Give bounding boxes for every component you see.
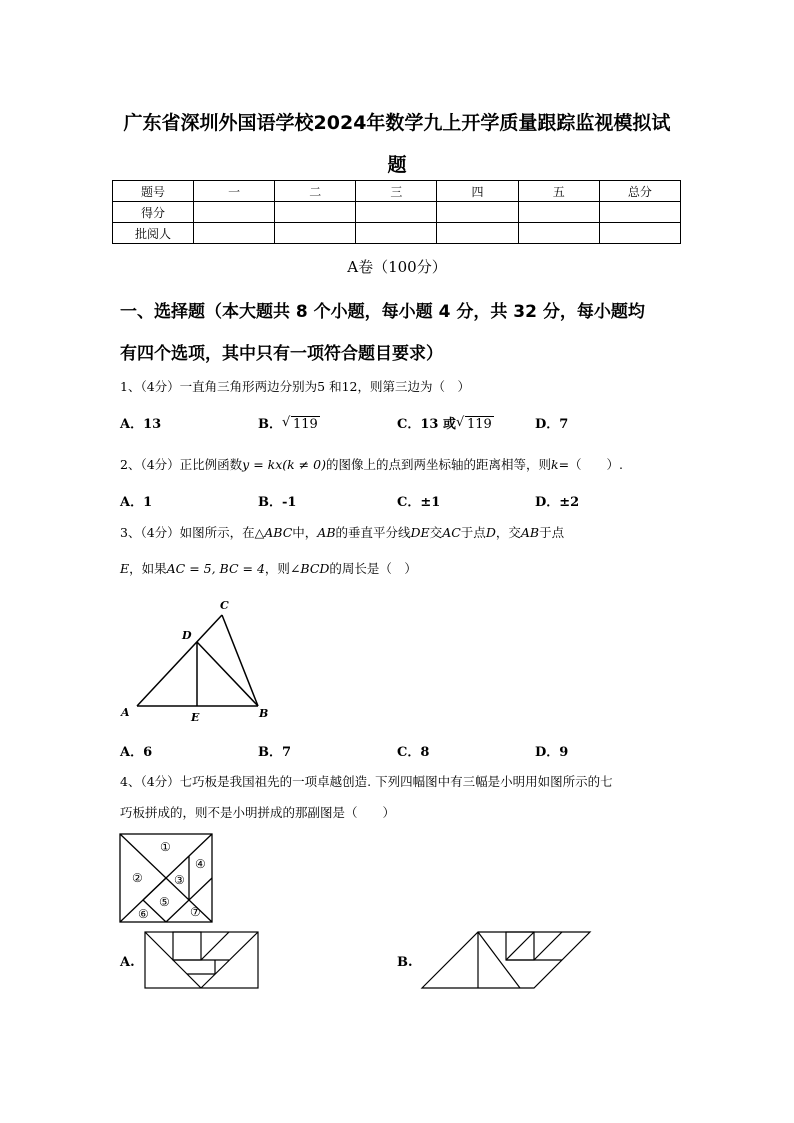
figure-edge	[534, 932, 562, 960]
piece-label: ③	[174, 873, 185, 887]
section-heading-line2: 有四个选项，其中只有一项符合题目要求）	[120, 344, 443, 364]
math-expression: AB	[520, 525, 540, 540]
grader-cell[interactable]	[518, 223, 599, 244]
q4-option-b[interactable]: B.	[397, 955, 413, 970]
table-row	[113, 223, 681, 244]
sqrt-radicand: 119	[466, 417, 492, 432]
grader-cell[interactable]	[194, 223, 275, 244]
q1-option-c[interactable]	[397, 413, 494, 432]
label-e: E	[191, 711, 200, 724]
question-4-stem-line1: 4、（4分）七巧板是我国祖先的一项卓越创造. 下列四幅图中有三幅是小明用如图所示的七	[120, 774, 613, 789]
q2-option-b[interactable]: B．-1	[258, 495, 297, 510]
figure-edge	[201, 932, 229, 960]
math-expression: AC = 5, BC = 4	[166, 561, 265, 576]
table-row	[113, 202, 681, 223]
score-cell[interactable]	[194, 202, 275, 223]
piece-label: ②	[132, 871, 143, 885]
side-bc	[222, 615, 258, 706]
score-cell[interactable]	[518, 202, 599, 223]
table-header-cell: 一	[194, 181, 275, 202]
math-expression: AB	[317, 525, 336, 540]
question-4-stem-line2: 巧板拼成的，则不是小明拼成的那副图是（ ）	[120, 805, 396, 820]
piece-label: ⑤	[159, 895, 170, 909]
q1-option-b[interactable]	[258, 413, 320, 432]
sqrt-expression	[456, 417, 494, 432]
stem-text: 的图像上的点到两坐标轴的距离相等，则	[325, 457, 551, 472]
grader-cell[interactable]	[275, 223, 356, 244]
option-label: D．	[535, 417, 560, 432]
stem-text: 2、（4分）正比例函数	[120, 457, 243, 472]
sqrt-radicand: 119	[293, 417, 318, 432]
q3-option-c[interactable]: C．8	[397, 745, 430, 760]
question-2-stem	[120, 455, 700, 473]
volume-label: A卷（100分）	[347, 258, 447, 276]
table-row-label: 批阅人	[113, 223, 194, 244]
table-header-cell: 总分	[599, 181, 680, 202]
document-title-line1: 广东省深圳外国语学校2024年数学九上开学质量跟踪监视模拟试	[123, 112, 671, 134]
math-expression: y = kx(k ≠ 0)	[242, 457, 326, 472]
option-label: A．	[120, 417, 144, 432]
math-expression: D	[485, 525, 496, 540]
table-header-cell: 四	[437, 181, 518, 202]
table-header-cell: 五	[518, 181, 599, 202]
q3-option-b[interactable]: B．7	[258, 745, 292, 760]
stem-text: 的周长是（ ）	[329, 561, 417, 576]
stem-text: =（ ）.	[558, 457, 624, 472]
figure-square	[173, 932, 201, 960]
option-b-figure[interactable]	[420, 930, 592, 990]
table-row-label: 得分	[113, 202, 194, 223]
math-expression: DE	[410, 525, 430, 540]
table-header-cell: 题号	[113, 181, 194, 202]
piece-label: ⑦	[190, 905, 201, 919]
q4-option-a[interactable]: A.	[120, 955, 135, 970]
tangram-figure	[118, 832, 216, 926]
stem-text: 于点	[460, 525, 486, 540]
math-expression: △ABC	[254, 525, 293, 540]
q3-option-a[interactable]: A．6	[120, 745, 153, 760]
option-text: 13	[143, 417, 162, 432]
label-d: D	[182, 629, 192, 642]
triangle-figure	[115, 595, 285, 730]
stem-text: 的垂直平分线	[335, 525, 411, 540]
q2-option-c[interactable]: C．±1	[397, 495, 441, 510]
label-b: B	[259, 707, 269, 720]
table-header-cell: 二	[275, 181, 356, 202]
q2-option-a[interactable]: A．1	[120, 495, 153, 510]
math-expression: ∠BCD	[289, 561, 330, 576]
sqrt-expression	[282, 417, 320, 432]
option-label: C．	[397, 417, 421, 432]
stem-text: 于点	[539, 525, 565, 540]
table-header-cell: 三	[356, 181, 437, 202]
math-expression: E	[120, 561, 130, 576]
score-cell[interactable]	[275, 202, 356, 223]
question-3-stem-line2	[120, 559, 700, 577]
score-table-header-row	[113, 181, 681, 202]
figure-edge	[506, 932, 534, 960]
stem-text: ，则	[264, 561, 290, 576]
segment-bd	[197, 642, 258, 706]
stem-text: 交	[429, 525, 443, 540]
piece-label: ④	[195, 857, 206, 871]
option-label: B．	[258, 417, 282, 432]
grader-cell[interactable]	[599, 223, 680, 244]
score-cell[interactable]	[599, 202, 680, 223]
label-c: C	[220, 599, 229, 612]
stem-text: 3、（4分）如图所示，在	[120, 525, 255, 540]
score-cell[interactable]	[356, 202, 437, 223]
q2-option-d[interactable]: D．±2	[535, 495, 580, 510]
score-table	[112, 180, 681, 244]
stem-text: ，交	[495, 525, 521, 540]
grader-cell[interactable]	[356, 223, 437, 244]
math-expression: AC	[442, 525, 461, 540]
label-a: A	[121, 706, 130, 719]
sqrt-icon: √	[282, 415, 291, 430]
question-3-stem-line1	[120, 523, 700, 541]
question-1-stem: 1、（4分）一直角三角形两边分别为5 和12，则第三边为（ ）	[120, 379, 470, 394]
math-variable: k	[550, 457, 559, 472]
document-title-line2: 题	[387, 154, 407, 176]
score-cell[interactable]	[437, 202, 518, 223]
piece-label: ⑥	[138, 907, 149, 921]
stem-text: ，如果	[129, 561, 167, 576]
q1-option-d[interactable]	[535, 413, 568, 432]
sqrt-icon: √	[455, 415, 465, 430]
side-ac	[137, 615, 222, 706]
option-text: 7	[559, 417, 569, 432]
section-heading-line1: 一、选择题（本大题共 8 个小题，每小题 4 分，共 32 分，每小题均	[120, 302, 645, 322]
grader-cell[interactable]	[437, 223, 518, 244]
stem-text: 中，	[292, 525, 318, 540]
option-a-figure[interactable]	[143, 930, 260, 990]
piece-label: ①	[160, 840, 171, 854]
option-text: 13 或	[420, 417, 456, 432]
q3-option-d[interactable]: D．9	[535, 745, 569, 760]
q1-option-a[interactable]	[120, 413, 161, 432]
